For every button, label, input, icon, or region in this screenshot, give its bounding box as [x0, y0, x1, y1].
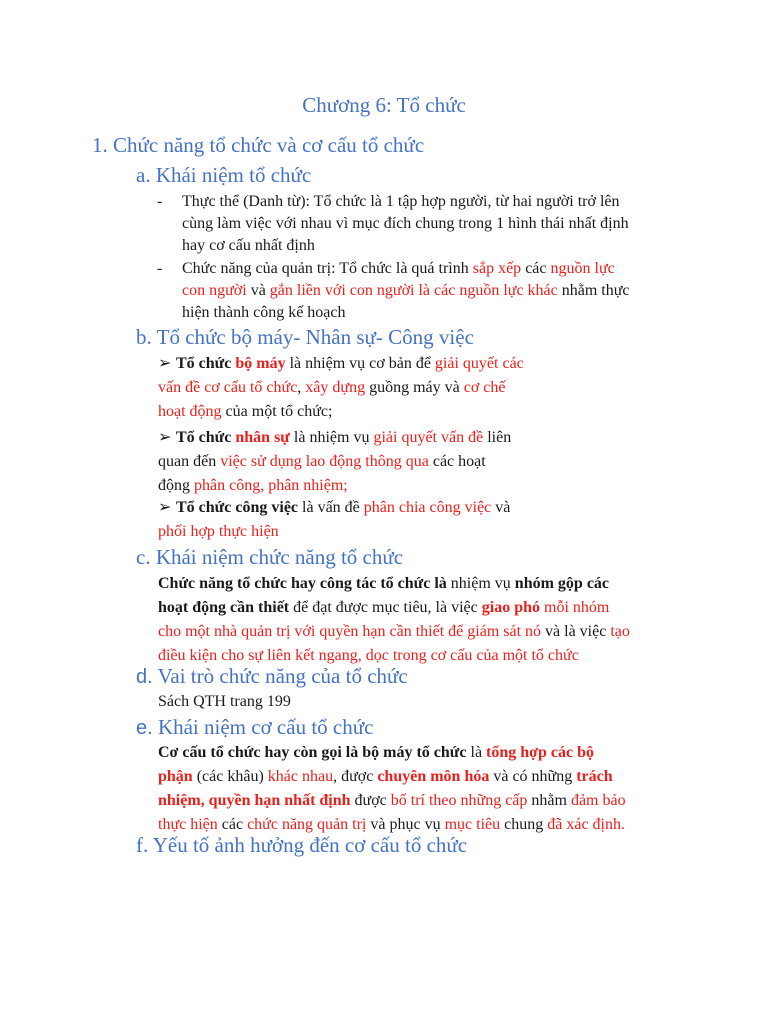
heading-text: Vai trò chức năng của tổ chức [157, 664, 408, 688]
paragraph-vai-tro: Sách QTH trang 199 [158, 693, 291, 710]
bullet-text: Chức năng của quản trị: Tổ chức là quá trình sắp xếp các nguồn lực con người và gắn liền với con người là các nguồn lực khác nhằm thực hiện thành công kế hoạch [182, 260, 630, 321]
arrow-bullet-icon: ➢ [158, 429, 172, 446]
bullet-item-1 [157, 191, 682, 257]
bullet-dash: - [157, 193, 163, 210]
heading-a: a. Khái niệm tổ chức [136, 163, 312, 187]
heading-text: Khái niệm cơ cấu tổ chức [157, 715, 374, 739]
paragraph-co-cau-to-chuc: Cơ cấu tổ chức hay còn gọi là bộ máy tổ chức là tổng hợp các bộ phận (các khâu) khác nhau, được chuyên môn hóa và có những trách nhiệm, quyền hạn nhất định được bố trí theo những cấp nhằm đảm bảo thực hiện các chức năng quản trị và phục vụ mục tiêu chung đã xác định. [158, 744, 626, 833]
section-1-heading: 1. Chức năng tổ chức và cơ cấu tổ chức [92, 133, 425, 157]
paragraph-cong-viec: ➢ Tổ chức công việc là vấn đề phân chia công việc và phối hợp thực hiện [158, 496, 688, 544]
paragraph-chuc-nang-to-chuc: Chức năng tổ chức hay công tác tổ chức là nhiệm vụ nhóm gộp các hoạt động cần thiết để đạt được mục tiêu, là việc giao phó mỗi nhóm cho một nhà quản trị với quyền hạn cần thiết để giám sát nó và là việc tạo điều kiện cho sự liên kết ngang, dọc trong cơ cấu của một tổ chức [158, 575, 630, 664]
heading-b: b. Tổ chức bộ máy- Nhân sự- Công việc [136, 325, 474, 349]
heading-f: f. Yếu tố ảnh hưởng đến cơ cấu tổ chức [136, 833, 468, 857]
arrow-bullet-icon: ➢ [158, 499, 172, 516]
heading-letter: d. [136, 666, 153, 688]
bullet-text: Thực thể (Danh từ): Tổ chức là 1 tập hợp người, từ hai người trở lên cùng làm việc với nhau vì mục đích chung trong 1 hình thái nhất định hay cơ cấu nhất định [182, 193, 629, 254]
paragraph-nhan-su: ➢ Tổ chức nhân sự là nhiệm vụ giải quyết vấn đề liên quan đến việc sử dụng lao động thông qua các hoạt động phân công, phân nhiệm; [158, 426, 688, 498]
bullet-dash: - [157, 260, 163, 277]
bullet-item-2 [157, 258, 682, 324]
heading-e [136, 715, 373, 740]
arrow-bullet-icon: ➢ [158, 355, 172, 372]
chapter-title: Chương 6: Tổ chức [302, 93, 466, 117]
heading-letter: e. [136, 717, 153, 739]
paragraph-bo-may: ➢ Tổ chức bộ máy là nhiệm vụ cơ bản để giải quyết các vấn đề cơ cấu tổ chức, xây dựng guồng máy và cơ chế hoạt động của một tổ chức; [158, 352, 688, 424]
heading-d [136, 664, 408, 689]
heading-c: c. Khái niệm chức năng tổ chức [136, 545, 404, 569]
